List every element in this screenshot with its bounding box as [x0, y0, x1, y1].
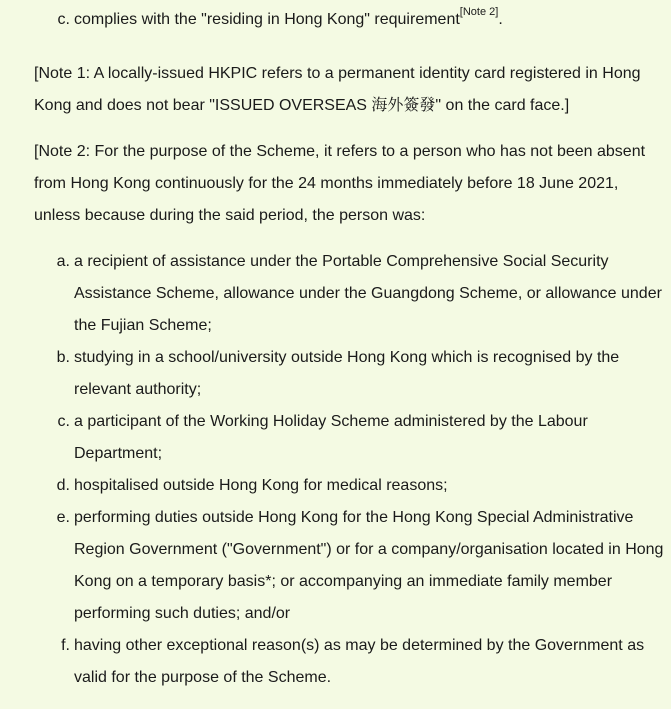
list-marker: c. [57, 11, 70, 28]
list-item-text: a recipient of assistance under the Portable Comprehensive Social Security Assistance Scheme, allowance under the Guangdong Scheme, or allowance under the Fujian Scheme; [74, 253, 662, 334]
list-item [0, 630, 671, 694]
note-2-list [0, 246, 671, 694]
list-marker: f. [61, 637, 70, 654]
list-marker: a. [56, 253, 70, 270]
note-2-intro: [Note 2: For the purpose of the Scheme, it refers to a person who has not been absent from Hong Kong continuously for the 24 months immediately before 18 June 2021, unless because during the said period, the person was: [34, 143, 646, 224]
note-1: [Note 1: A locally-issued HKPIC refers to a permanent identity card registered in Hong Kong and does not bear "ISSUED OVERSEAS 海外簽發" on the card face.] [34, 65, 641, 114]
list-marker: b. [56, 349, 70, 366]
list-marker: c. [57, 413, 70, 430]
list-item [0, 246, 671, 342]
list-item [0, 4, 671, 36]
document-body [0, 4, 671, 694]
list-item-text: having other exceptional reason(s) as may be determined by the Government as valid for the purpose of the Scheme. [74, 637, 645, 686]
requirement-text: complies with the "residing in Hong Kong" requirement [74, 11, 460, 28]
note-reference: [Note 2] [459, 5, 499, 18]
list-item-text: studying in a school/university outside Hong Kong which is recognised by the relevant authority; [74, 349, 620, 398]
list-item [0, 502, 671, 630]
list-marker: e. [56, 509, 70, 526]
requirement-list [0, 4, 671, 36]
list-item [0, 406, 671, 470]
list-item-text: hospitalised outside Hong Kong for medical reasons; [74, 477, 448, 494]
list-marker: d. [56, 477, 70, 494]
list-item-text: a participant of the Working Holiday Scheme administered by the Labour Department; [74, 413, 588, 462]
list-item-text: performing duties outside Hong Kong for the Hong Kong Special Administrative Region Government ("Government") or for a company/organisation located in Hong Kong on a temporary basis*; or accompanying an immediate family member performing such duties; and/or [74, 509, 664, 622]
requirement-tail: . [498, 11, 503, 28]
list-item [0, 342, 671, 406]
list-item [0, 470, 671, 502]
